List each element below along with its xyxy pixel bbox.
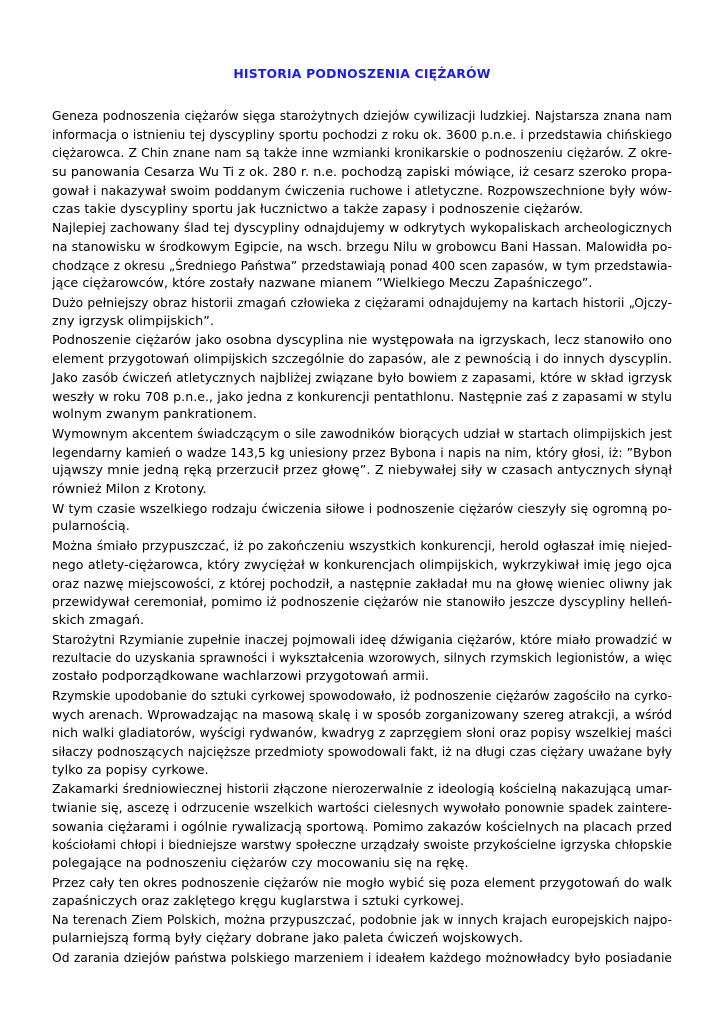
text-line: Jako zasób ćwiczeń atletycznych najbliżej związane było bowiem z zapasami, które w skład igrzysk [52,369,672,385]
paragraph [52,537,672,631]
document-body [52,107,672,967]
text-line: Na terenach Ziem Polskich, można przypuszczać, podobnie jak w innych krajach europejskich najpo- [52,913,672,928]
text-line: oraz nazwę miejscowości, z której pochodził, a następnie zakładał mu na głowę wieniec oliwny jak [52,575,672,591]
text-line: Rzymskie upodobanie do sztuki cyrkowej spowodowało, iż podnoszenie ciężarów zagościło na cyrko- [52,688,672,703]
text-line: gował i nakazywał swoim poddanym ćwiczenia ruchowe i atletyczne. Rozpowszechnione były wów- [52,182,672,198]
text-line: jące ciężarowców, które zostały nazwane mianem ”Wielkiego Meczu Zapaśniczego”. [52,276,593,292]
text-line: Od zarania dziejów państwa polskiego marzeniem i ideałem każdego możnowładcy było posiadanie [52,950,672,965]
paragraph [52,687,672,781]
text-line: twianie się, ascezę i odrzucenie wszelkich wartości cielesnych wywołało ponownie spadek zaintere- [52,801,672,816]
text-line: Dużo pełniejszy obraz historii zmagań człowieka z ciężarami odnajdujemy na kartach historii „Ojczy- [52,296,672,311]
text-line: zapaśniczych oraz zaklętego kręgu kuglarstwa i sztuki cyrkowej. [52,893,465,909]
text-line: nego atlety-ciężarowca, który zwyciężał w konkurencjach olimpijskich, wykrzykiwał imię jego ojca [52,556,672,572]
paragraph [52,331,672,425]
paragraph [52,425,672,500]
text-line: skich zmagań. [52,612,145,628]
text-line: Można śmiało przypuszczać, iż po zakończeniu wszystkich konkurencji, herold ogłaszał imię niejed- [52,538,672,554]
text-line: również Milon z Krotony. [52,482,207,498]
paragraph [52,631,672,687]
text-line: Starożytni Rzymianie zupełnie inaczej pojmowali ideę dźwigania ciężarów, które miało prowadzić w [52,631,672,647]
text-line: Geneza podnoszenia ciężarów sięga starożytnych dziejów cywilizacji ludzkiej. Najstarsza znana nam [52,109,672,123]
text-line: tylko za popisy cyrkowe. [52,762,209,778]
text-line: ciężarowca. Z Chin znane nam są także inne wzmianki kronikarskie o podnoszeniu ciężarów. Z okre- [52,146,672,161]
text-line: polegające na podnoszeniu ciężarów czy mocowaniu się na rękę. [52,856,469,872]
paragraph [52,219,672,294]
paragraph [52,911,672,948]
text-line: Zakamarki średniowiecznej historii złączone nierozerwalnie z ideologią kościelną nakazującą umar- [52,781,672,797]
text-line: pularniejszą formą były ciężary dobrane jako paleta ćwiczeń wojskowych. [52,930,523,946]
paragraph [52,294,672,331]
document-page [52,64,672,967]
text-line: wych arenach. Wprowadzając na masową skalę i w sposób zorganizowany szereg atrakcji, a wśród [52,706,672,722]
text-line: czas takie dyscypliny sportu jak łucznictwo a także zapasy i podnoszenie ciężarów. [52,201,583,217]
text-line: legendarny kamień o wadze 143,5 kg uniesiony przez Bybona i napis na nim, który głosi, iż: ”Bybon [52,445,672,460]
text-line: siłaczy podnoszących najcięższe przedmioty spowodowali fakt, iż na długi czas ciężary uważane były [52,744,672,759]
text-line: chodzące z okresu „Średniego Państwa” przedstawiają ponad 400 scen zapasów, w tym przedstawia- [52,258,672,273]
text-line: informacja o istnieniu tej dyscypliny sportu pochodzi z roku ok. 3600 p.n.e. i przedstawia chińskiego [52,127,672,142]
text-line: rezultacie do uzyskania sprawności i wykształcenia wzorowych, silnych rzymskich legionistów, a więc [52,651,672,666]
paragraph [52,107,672,219]
paragraph [52,949,672,968]
text-line: na stanowisku w środkowym Egipcie, na wsch. brzegu Nilu w grobowcu Bani Hassan. Malowidła po- [52,238,672,254]
text-line: element przygotowań olimpijskich szczególnie do zapasów, ale z pewnością i do innych dyscyplin. [52,351,672,367]
text-line: W tym czasie wszelkiego rodzaju ćwiczenia siłowe i podnoszenie ciężarów cieszyły się ogromną po- [52,500,672,516]
text-line: su panowania Cesarza Wu Ti z ok. 280 r. n.e. pochodzą zapiski mówiące, iż cesarz szeroko propa- [52,164,672,180]
text-line: wolnym zwanym pankrationem. [52,407,257,423]
paragraph [52,874,672,911]
paragraph [52,780,672,874]
text-line: zostało podporządkowane wachlarzowi przygotowań armii. [52,669,429,685]
text-line: Przez cały ten okres podnoszenie ciężarów nie mogło wybić się poza element przygotowań do walk [52,874,672,890]
text-line: nich walki gladiatorów, wyścigi rydwanów, kwadryg z zaprzęgiem słoni oraz popisy wszelkiej maści [52,725,672,741]
text-line: Podnoszenie ciężarów jako osobna dyscyplina nie występowała na igrzyskach, lecz stanowiło ono [52,332,672,348]
text-line: sowania ciężarami i ogólnie rywalizacją sportową. Pomimo zakazów kościelnych na placach przed [52,818,672,834]
text-line: Wymownym akcentem świadczącym o sile zawodników biorących udział w startach olimpijskich jest [52,426,672,441]
text-line: ująwszy mnie jedną ręką przerzucił przez głowę”. Z niebywałej siły w czasach antycznych słynął [52,463,672,479]
text-line: pularnością. [52,519,130,535]
text-line: zny igrzysk olimpijskich”. [52,313,214,329]
text-line: kościołami chłopi i biedniejsze warstwy społeczne urządzały swoiste przykościelne igrzyska chłopskie [52,838,672,853]
paragraph [52,500,672,537]
text-line: przewidywał ceremoniał, pomimo iż podnoszenie ciężarów nie stanowiło jeszcze dyscypliny helleń- [52,594,672,610]
text-line: weszły w roku 708 p.n.e., jako jedna z konkurencji pentathlonu. Następnie zaś z zapasami w stylu [52,388,672,404]
text-line: Najlepiej zachowany ślad tej dyscypliny odnajdujemy w odkrytych wykopaliskach archeologicznych [52,220,672,236]
document-title: HISTORIA PODNOSZENIA CIĘŻARÓW [233,66,491,81]
